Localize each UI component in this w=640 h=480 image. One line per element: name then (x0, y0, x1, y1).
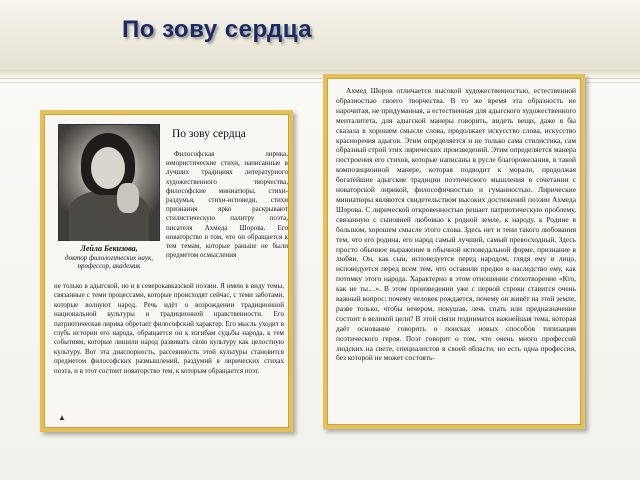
portrait-caption-role: доктор филологических наук, профессор, академик (65, 254, 153, 270)
portrait-caption-name: Лейла Бекизова, (80, 244, 138, 253)
scan-mark-icon: ▲ (58, 413, 66, 422)
slide-title: По зову сердца (122, 16, 313, 43)
article-paragraph-continued: не только в адыгской, но и в северокавказской поэзии. Я имею в виду темы, связанные с теми процессами, которые происходят сейчас, с теми заботами, которые волнуют народ. Речь идёт о возрождении традиционной национальной культуры и традиционной нравственности. Его патриотическая лирика обретает философский характер. Его мысль уходит в глубь истории его народа, обращается он к изгибам судьбы народа, к тем событиям, которые лишили народ развивать свою культуру как целостную культуру. Вот эта диаспорность, рассеянность этой культуры становится предметом философских размышлений, раздумий в лирических стихах поэта, и в этот состоит новаторство тем, к которым обращается поэт. (54, 282, 284, 375)
header-band (0, 0, 640, 70)
right-page-text (336, 86, 576, 363)
article-full-text (54, 282, 284, 376)
portrait-hand (117, 183, 139, 213)
author-portrait (58, 124, 160, 241)
article-title: По зову сердца (172, 128, 246, 140)
right-page-paragraph: Ахмед Шоров отличается высокой художественностью, естественной образностью своего творчества. В то же время эта образность не нарочитая, не придуманная, а естественная для адыгского художественного менталитета, для адыгской манеры говорить, видеть вещи, даже я бы сказала в хорошем смысле слова, продолжает искусство слова, искусство красноречия адыгов. Этим определяется и не только сама стилистика, сам образный строй этих лирических произведений. Этим определяется манера построения его стихов, которые написаны в русле благорожелания, в такой композиционной манере, которая подводит к морали, продолжая богатейшие адыгские традиции поэтического мышления в сочетании с новаторской лирикой, философичностью и гуманностью. Лирические миниатюры являются свидетельством высоких достижений поэзии Ахмеда Шорова. С лирической откровенностью решает патриотическую проблему, связанную с сыновней любовью к родной земле, к народу, к Родине в большом, хорошем смысле этого слова. Здесь нет и тени такого любования тем, что его родина, его народ самый лучший, самый превосходный. Здесь просто обычное выражение в обычной исповедальной форме, признание в любви. Он, как сын, исповедуется перед народом, глядя ему в лицо, исповедуется перед всем тем, что оставили предки в наследство ему, как потомку этого народа. Характерно в этом отношении стихотворение «Кто, как не ты…». В этом произведении уже с первой строки ставится очень важный вопрос: почему человек рождается, почему он живёт на этой земле, разве только, чтобы вечером, покушав, лечь спать или предназначение состоит в великой цели? В этой связи подниматся важнейшая тема, которая даёт основание говорить о поисках новых способов типизации поэтического героя. Поэт говорит о том, что очень много профессий людских на свете, специалистов в своей области, но есть одна профессия, без которой не может состоять- (336, 86, 576, 363)
right-page-scan (323, 74, 585, 429)
portrait-face (91, 147, 125, 189)
article-paragraph: Философская лирика, юмористические стихи, написанные в лучших традициях литературного художественного творчества, философские миниатюры, стихи-раздумья, стихи-исповеди, стихи признания ярко раскрывают стилистическую палитру поэта, писателя Ахмеда Шорова. Его новаторство в том, что он обращается к тем темам, которые раньше не были предметом осмысления (166, 150, 288, 260)
left-page-scan (40, 110, 293, 432)
article-column-text (166, 150, 288, 260)
